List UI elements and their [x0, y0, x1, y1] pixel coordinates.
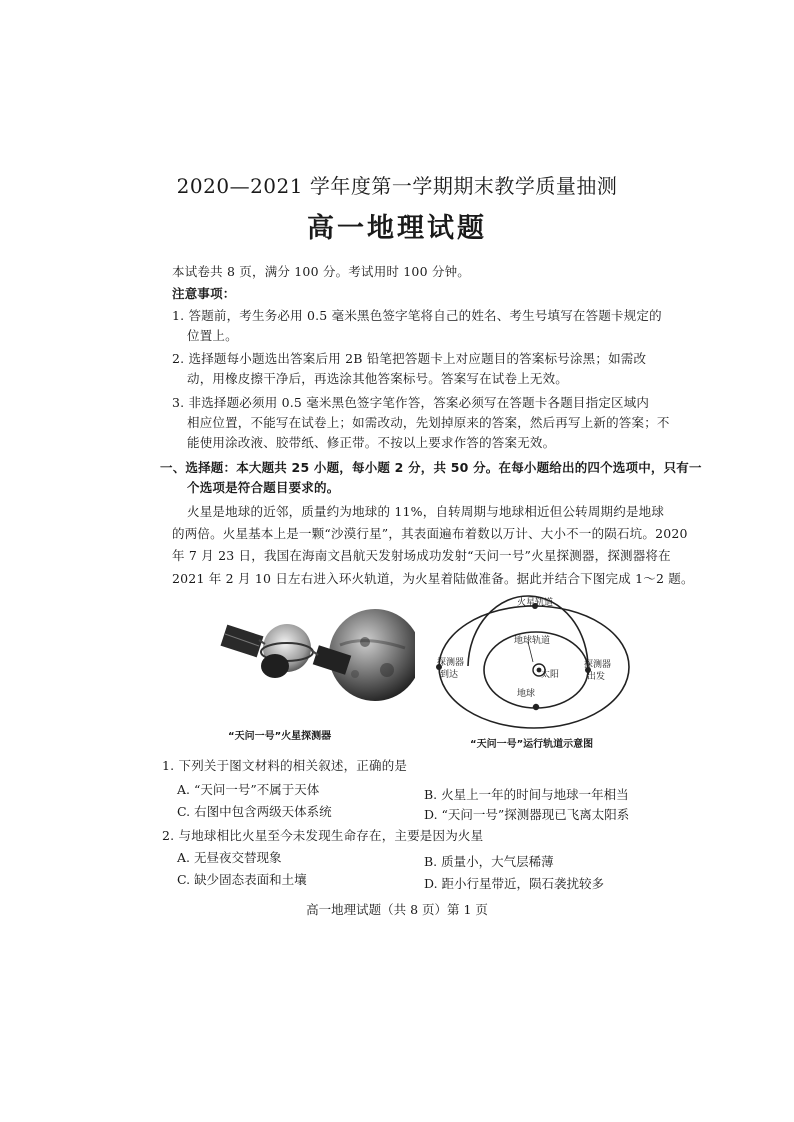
depart-label-1: 探测器: [584, 660, 612, 670]
question-2-option-a: A. 无昼夜交替现象: [177, 850, 282, 865]
question-2-option-c: C. 缺少固态表面和土壤: [177, 872, 307, 887]
depart-label-2: 出发: [587, 672, 606, 682]
notice-3-line-2: 相应位置，不能写在试卷上；如需改动，先划掉原来的答案，然后再写上新的答案；不: [187, 415, 670, 430]
notice-2-line-2: 动，用橡皮擦干净后，再选涂其他答案标号。答案写在试卷上无效。: [187, 371, 569, 386]
exam-info: 本试卷共 8 页，满分 100 分。考试用时 100 分钟。: [172, 264, 471, 279]
notice-title: 注意事项：: [172, 286, 236, 301]
page-footer: 高一地理试题（共 8 页）第 1 页: [306, 902, 488, 917]
question-1-option-a: A. “天问一号”不属于天体: [177, 782, 320, 797]
arrive-label-2: 到达: [440, 670, 459, 680]
left-figure-caption: “天问一号”火星探测器: [228, 731, 332, 742]
passage-line-3: 年 7 月 23 日，我国在海南文昌航天发射场成功发射“天问一号”火星探测器，探测器将在: [172, 548, 671, 563]
question-1-option-d: D. “天问一号”探测器现已飞离太阳系: [424, 807, 630, 822]
paper-title: 高一地理试题: [307, 213, 487, 244]
question-1-option-b: B. 火星上一年的时间与地球一年相当: [424, 787, 629, 802]
notice-3-line-3: 能使用涂改液、胶带纸、修正带。不按以上要求作答的答案无效。: [187, 435, 556, 450]
tianwen-probe-image: [215, 600, 415, 720]
notice-2-line-1: 2. 选择题每小题选出答案后用 2B 铅笔把答题卡上对应题目的答案标号涂黑；如需改: [172, 351, 647, 366]
mars-orbit-label: 火星轨道: [517, 598, 554, 608]
question-2-option-d: D. 距小行星带近，陨石袭扰较多: [424, 876, 605, 891]
question-1-option-c: C. 右图中包含两级天体系统: [177, 804, 332, 819]
passage-line-4: 2021 年 2 月 10 日左右进入环火轨道，为火星着陆做准备。据此并结合下图完成 1～2 题。: [172, 571, 694, 586]
passage-line-2: 的两倍。火星基本上是一颗“沙漠行星”，其表面遍布着数以万计、大小不一的陨石坑。2020: [172, 526, 688, 541]
question-2-option-b: B. 质量小，大气层稀薄: [424, 854, 554, 869]
sun-label: 太阳: [541, 670, 560, 680]
question-1-stem: 1. 下列关于图文材料的相关叙述，正确的是: [162, 758, 408, 773]
arrive-label-1: 探测器: [437, 658, 465, 668]
earth-orbit-label: 地球轨道: [514, 636, 551, 646]
probe-icon: [221, 624, 352, 678]
exam-name: 2020—2021 学年度第一学期期末教学质量抽测: [176, 174, 618, 198]
right-figure-caption: “天问一号”运行轨道示意图: [470, 739, 594, 750]
notice-1-line-1: 1. 答题前，考生务必用 0.5 毫米黑色签字笔将自己的姓名、考生号填写在答题卡规定的: [172, 308, 662, 323]
earth-dot-icon: [533, 704, 539, 710]
section-heading-line-2: 个选项是符合题目要求的。: [187, 480, 340, 495]
section-heading-line-1: 一、选择题：本大题共 25 小题，每小题 2 分，共 50 分。在每小题给出的四个选项中，只有一: [160, 460, 702, 475]
question-2-stem: 2. 与地球相比火星至今未发现生命存在，主要是因为火星: [162, 828, 484, 843]
notice-3-line-1: 3. 非选择题必须用 0.5 毫米黑色签字笔作答，答案必须写在答题卡各题目指定区域内: [172, 395, 650, 410]
notice-1-line-2: 位置上。: [187, 328, 238, 343]
earth-label: 地球: [517, 689, 536, 699]
passage-line-1: 火星是地球的近邻，质量约为地球的 11%，自转周期与地球相近但公转周期约是地球: [187, 504, 665, 519]
